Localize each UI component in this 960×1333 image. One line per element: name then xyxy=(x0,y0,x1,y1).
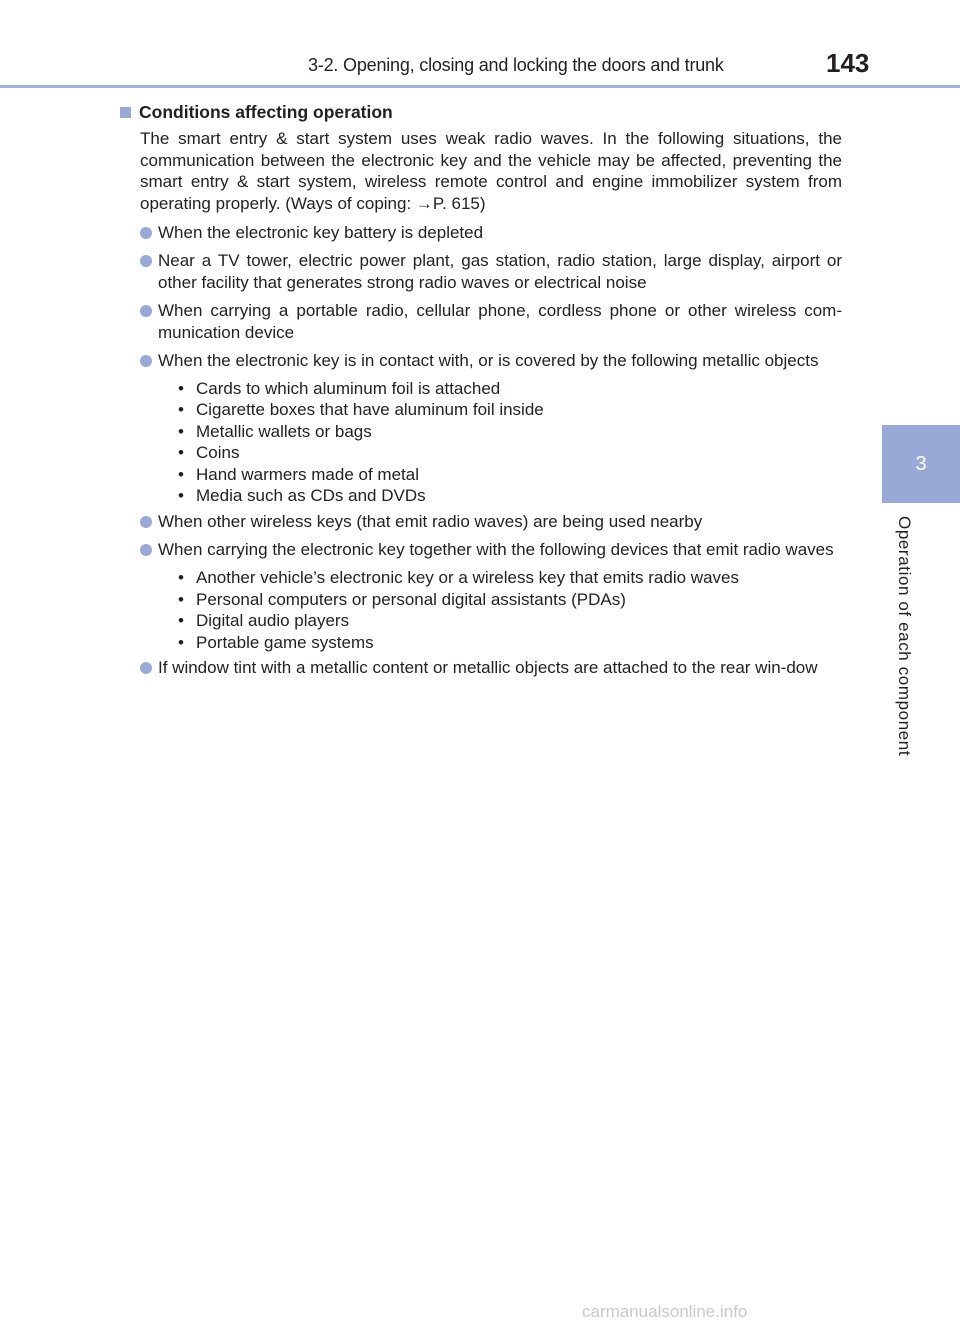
sub-list xyxy=(178,378,842,508)
sub-list-item xyxy=(178,589,842,611)
bullet-text: When carrying a portable radio, cellular phone, cordless phone or other wireless com-munication device xyxy=(158,300,842,342)
circle-bullet-icon xyxy=(140,516,152,528)
list-item xyxy=(140,250,842,293)
list-item xyxy=(140,222,842,244)
circle-bullet-icon xyxy=(140,662,152,674)
bullet-text: When the electronic key battery is depleted xyxy=(158,223,484,243)
small-dot-icon: • xyxy=(178,400,184,420)
sub-item-text: Cards to which aluminum foil is attached xyxy=(196,378,501,398)
page-header xyxy=(0,0,960,88)
sub-list xyxy=(178,567,842,653)
bullet-row xyxy=(140,222,842,244)
sub-list-item xyxy=(178,399,842,421)
header-rule xyxy=(0,85,960,88)
circle-bullet-icon xyxy=(140,227,152,239)
bullet-row xyxy=(140,511,842,533)
sub-item-text: Digital audio players xyxy=(196,611,350,631)
circle-bullet-icon xyxy=(140,355,152,367)
small-dot-icon: • xyxy=(178,611,184,631)
bullet-row xyxy=(140,250,842,293)
conditions-heading-text: Conditions affecting operation xyxy=(139,101,393,122)
bullet-text: When carrying the electronic key together with the following devices that emit radio waves xyxy=(158,540,834,560)
sub-list-item xyxy=(178,610,842,632)
sub-item-text: Media such as CDs and DVDs xyxy=(196,486,426,506)
list-item xyxy=(140,539,842,653)
small-dot-icon: • xyxy=(178,443,184,463)
list-item xyxy=(140,511,842,533)
small-dot-icon: • xyxy=(178,632,184,652)
intro-paragraph: The smart entry & start system uses weak radio waves. In the following situations, the communication between the electronic key and the vehicle may be affected, preventing the smart entry & start system, wireless remote control and engine immobilizer system from operating properly. (Ways of coping: →P. 615) xyxy=(140,129,842,213)
sub-list-item xyxy=(178,378,842,400)
sub-item-text: Hand warmers made of metal xyxy=(196,464,419,484)
sub-item-text: Metallic wallets or bags xyxy=(196,421,372,441)
sub-list-item xyxy=(178,442,842,464)
bullet-text: Near a TV tower, electric power plant, gas station, radio station, large display, airport or other facility that generates strong radio waves or electrical noise xyxy=(158,251,842,292)
chapter-number: 3 xyxy=(915,452,927,475)
sub-item-text: Another vehicle’s electronic key or a wireless key that emits radio waves xyxy=(196,568,739,588)
sub-list-item xyxy=(178,632,842,654)
sub-list-item xyxy=(178,567,842,589)
circle-bullet-icon xyxy=(140,544,152,556)
sub-list-item xyxy=(178,421,842,443)
bullet-text: If window tint with a metallic content or metallic objects are attached to the rear win-dow xyxy=(158,658,818,678)
page-number: 143 xyxy=(826,48,870,78)
section-title: 3-2. Opening, closing and locking the doors and trunk xyxy=(308,55,724,75)
bullet-text: When other wireless keys (that emit radio waves) are being used nearby xyxy=(158,512,703,532)
list-item xyxy=(140,350,842,508)
sub-item-text: Portable game systems xyxy=(196,632,374,652)
circle-bullet-icon xyxy=(140,305,152,317)
sub-list-item xyxy=(178,464,842,486)
bullet-text: When the electronic key is in contact with, or is covered by the following metallic objects xyxy=(158,350,819,370)
bullet-row xyxy=(140,350,842,372)
sub-list-item xyxy=(178,485,842,507)
small-dot-icon: • xyxy=(178,589,184,609)
small-dot-icon: • xyxy=(178,421,184,441)
small-dot-icon: • xyxy=(178,486,184,506)
list-item xyxy=(140,300,842,343)
bullet-row xyxy=(140,300,842,343)
page-content xyxy=(120,100,842,685)
small-dot-icon: • xyxy=(178,568,184,588)
small-dot-icon: • xyxy=(178,378,184,398)
chapter-tab xyxy=(882,425,960,503)
bullet-row xyxy=(140,539,842,561)
conditions-list xyxy=(140,222,842,679)
chapter-title: Operation of each component xyxy=(895,516,914,757)
list-item xyxy=(140,657,842,679)
sub-item-text: Coins xyxy=(196,443,240,463)
square-bullet-icon xyxy=(120,107,131,118)
circle-bullet-icon xyxy=(140,255,152,267)
sub-item-text: Personal computers or personal digital assistants (PDAs) xyxy=(196,589,626,609)
small-dot-icon: • xyxy=(178,464,184,484)
watermark: carmanualsonline.info xyxy=(582,1302,748,1321)
conditions-heading xyxy=(120,100,842,124)
bullet-row xyxy=(140,657,842,679)
sub-item-text: Cigarette boxes that have aluminum foil inside xyxy=(196,400,544,420)
